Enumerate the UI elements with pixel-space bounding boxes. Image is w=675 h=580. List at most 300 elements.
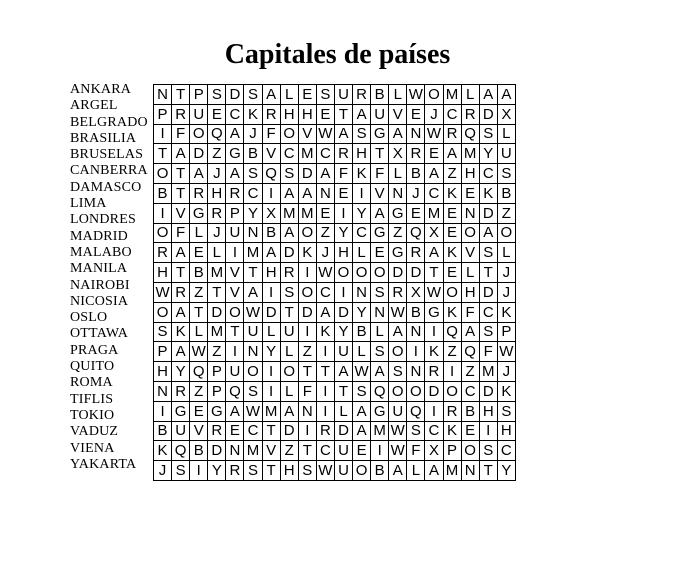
grid-cell[interactable]: Y (334, 223, 352, 243)
grid-cell[interactable]: T (190, 302, 208, 322)
grid-cell[interactable]: K (497, 381, 515, 401)
grid-cell[interactable]: W (318, 125, 333, 143)
grid-cell[interactable]: B (353, 322, 371, 342)
grid-cell[interactable]: I (316, 401, 334, 421)
grid-cell[interactable]: W (426, 125, 442, 143)
grid-cell[interactable]: C (316, 441, 334, 461)
grid-cell[interactable]: M (244, 441, 262, 461)
grid-cell[interactable]: L (497, 124, 515, 144)
grid-cell[interactable]: I (262, 381, 280, 401)
grid-cell[interactable]: S (172, 461, 190, 481)
grid-cell[interactable]: D (262, 302, 280, 322)
grid-cell[interactable]: W (390, 422, 405, 440)
grid-cell[interactable]: B (262, 223, 280, 243)
grid-cell[interactable]: G (226, 144, 244, 164)
grid-cell[interactable]: V (262, 441, 280, 461)
grid-cell[interactable]: E (334, 183, 352, 203)
grid-cell[interactable]: R (190, 183, 208, 203)
grid-cell[interactable]: D (298, 302, 316, 322)
grid-cell[interactable]: U (371, 104, 389, 124)
grid-cell[interactable]: Q (461, 342, 479, 362)
grid-cell[interactable]: Q (190, 362, 208, 382)
grid-cell[interactable]: I (190, 461, 208, 481)
grid-cell[interactable]: Q (407, 401, 425, 421)
grid-cell[interactable]: A (226, 124, 244, 144)
grid-cell[interactable]: C (461, 381, 479, 401)
grid-cell[interactable]: N (389, 183, 407, 203)
grid-cell[interactable]: I (334, 282, 352, 302)
grid-cell[interactable]: S (154, 322, 172, 342)
grid-cell[interactable]: L (389, 164, 407, 184)
grid-cell[interactable]: P (497, 322, 515, 342)
grid-cell[interactable]: E (316, 203, 334, 223)
grid-cell[interactable]: S (244, 461, 262, 481)
grid-cell[interactable]: O (280, 124, 298, 144)
grid-cell[interactable]: A (262, 85, 280, 105)
grid-cell[interactable]: R (334, 144, 352, 164)
grid-cell[interactable]: X (425, 441, 443, 461)
grid-cell[interactable]: I (479, 421, 497, 441)
letter-grid[interactable] (153, 84, 516, 481)
grid-cell[interactable]: I (262, 183, 280, 203)
grid-cell[interactable]: L (190, 322, 208, 342)
grid-cell[interactable]: L (353, 342, 371, 362)
grid-cell[interactable]: C (497, 441, 515, 461)
grid-cell[interactable]: A (334, 124, 352, 144)
grid-cell[interactable]: S (280, 282, 298, 302)
grid-cell[interactable]: M (280, 203, 298, 223)
grid-cell[interactable]: S (298, 461, 316, 481)
grid-cell[interactable]: Z (461, 362, 479, 382)
grid-cell[interactable]: O (425, 85, 443, 105)
grid-cell[interactable]: P (226, 203, 244, 223)
grid-cell[interactable]: A (316, 164, 334, 184)
grid-cell[interactable]: I (425, 401, 443, 421)
grid-cell[interactable]: T (226, 322, 244, 342)
grid-cell[interactable]: O (154, 223, 172, 243)
grid-cell[interactable]: T (172, 183, 190, 203)
grid-cell[interactable]: T (298, 362, 316, 382)
grid-cell[interactable]: Q (172, 441, 190, 461)
grid-cell[interactable]: T (172, 263, 190, 283)
grid-cell[interactable]: I (425, 322, 443, 342)
grid-cell[interactable]: E (443, 203, 461, 223)
grid-cell[interactable]: J (497, 362, 515, 382)
grid-cell[interactable]: T (208, 282, 226, 302)
grid-cell[interactable]: U (497, 144, 515, 164)
grid-cell[interactable]: A (226, 164, 244, 184)
grid-cell[interactable]: M (208, 263, 226, 283)
grid-cell[interactable]: A (461, 322, 479, 342)
grid-cell[interactable]: M (208, 322, 226, 342)
grid-cell[interactable]: F (461, 302, 479, 322)
grid-cell[interactable]: A (280, 401, 298, 421)
grid-cell[interactable]: D (479, 203, 497, 223)
grid-cell[interactable]: P (208, 362, 226, 382)
grid-cell[interactable]: O (461, 441, 479, 461)
grid-cell[interactable]: H (298, 104, 316, 124)
grid-cell[interactable]: M (371, 421, 389, 441)
grid-cell[interactable]: D (280, 243, 298, 263)
grid-cell[interactable]: S (389, 362, 407, 382)
grid-cell[interactable]: E (190, 401, 208, 421)
grid-cell[interactable]: L (280, 85, 298, 105)
grid-cell[interactable]: S (244, 381, 262, 401)
grid-cell[interactable]: O (298, 223, 316, 243)
grid-cell[interactable]: A (298, 183, 316, 203)
grid-cell[interactable]: T (244, 263, 262, 283)
grid-cell[interactable]: I (316, 342, 334, 362)
grid-cell[interactable]: L (461, 85, 479, 105)
grid-cell[interactable]: Z (443, 164, 461, 184)
grid-cell[interactable]: N (407, 124, 425, 144)
grid-cell[interactable]: R (208, 421, 226, 441)
grid-cell[interactable]: S (371, 342, 389, 362)
grid-cell[interactable]: B (190, 441, 208, 461)
grid-cell[interactable]: V (226, 263, 244, 283)
grid-cell[interactable]: R (407, 144, 425, 164)
grid-cell[interactable]: I (371, 441, 389, 461)
grid-cell[interactable]: O (244, 362, 262, 382)
grid-cell[interactable]: L (353, 243, 371, 263)
grid-cell[interactable]: C (316, 144, 334, 164)
grid-cell[interactable]: W (499, 343, 514, 361)
grid-cell[interactable]: L (334, 401, 352, 421)
grid-cell[interactable]: M (262, 401, 280, 421)
grid-cell[interactable]: L (407, 461, 425, 481)
grid-cell[interactable]: N (244, 342, 262, 362)
grid-cell[interactable]: R (262, 104, 280, 124)
grid-cell[interactable]: J (208, 164, 226, 184)
grid-cell[interactable]: I (298, 322, 316, 342)
grid-cell[interactable]: W (390, 303, 405, 321)
grid-cell[interactable]: I (154, 203, 172, 223)
grid-cell[interactable]: S (316, 85, 334, 105)
grid-cell[interactable]: Z (190, 381, 208, 401)
grid-cell[interactable]: W (390, 442, 405, 460)
grid-cell[interactable]: C (425, 421, 443, 441)
grid-cell[interactable]: R (407, 243, 425, 263)
grid-cell[interactable]: K (479, 183, 497, 203)
grid-cell[interactable]: Z (443, 342, 461, 362)
grid-cell[interactable]: G (172, 401, 190, 421)
grid-cell[interactable]: U (226, 362, 244, 382)
grid-cell[interactable]: R (389, 282, 407, 302)
grid-cell[interactable]: O (497, 223, 515, 243)
grid-cell[interactable]: U (334, 85, 352, 105)
grid-cell[interactable]: A (334, 362, 352, 382)
grid-cell[interactable]: Y (353, 302, 371, 322)
grid-cell[interactable]: B (371, 461, 389, 481)
grid-cell[interactable]: A (172, 342, 190, 362)
grid-cell[interactable]: O (353, 263, 371, 283)
grid-cell[interactable]: K (443, 421, 461, 441)
grid-cell[interactable]: K (443, 243, 461, 263)
grid-cell[interactable]: S (280, 164, 298, 184)
grid-cell[interactable]: V (226, 282, 244, 302)
grid-cell[interactable]: E (443, 223, 461, 243)
grid-cell[interactable]: Q (262, 164, 280, 184)
grid-cell[interactable]: H (497, 421, 515, 441)
grid-cell[interactable]: U (334, 441, 352, 461)
grid-cell[interactable]: B (407, 164, 425, 184)
grid-cell[interactable]: M (244, 243, 262, 263)
grid-cell[interactable]: O (443, 282, 461, 302)
grid-cell[interactable]: Q (226, 381, 244, 401)
grid-cell[interactable]: H (461, 282, 479, 302)
grid-cell[interactable]: R (226, 461, 244, 481)
grid-cell[interactable]: N (461, 203, 479, 223)
grid-cell[interactable]: R (316, 421, 334, 441)
grid-cell[interactable]: C (479, 302, 497, 322)
grid-cell[interactable]: E (316, 104, 334, 124)
grid-cell[interactable]: S (371, 282, 389, 302)
grid-cell[interactable]: O (154, 164, 172, 184)
grid-cell[interactable]: D (407, 263, 425, 283)
grid-cell[interactable]: A (389, 124, 407, 144)
grid-cell[interactable]: Z (190, 282, 208, 302)
grid-cell[interactable]: D (280, 421, 298, 441)
grid-cell[interactable]: R (208, 203, 226, 223)
grid-cell[interactable]: S (407, 421, 425, 441)
grid-cell[interactable]: D (190, 144, 208, 164)
grid-cell[interactable]: Z (208, 342, 226, 362)
grid-cell[interactable]: A (389, 322, 407, 342)
grid-cell[interactable]: N (407, 362, 425, 382)
grid-cell[interactable]: D (479, 104, 497, 124)
grid-cell[interactable]: I (154, 124, 172, 144)
grid-cell[interactable]: E (298, 85, 316, 105)
grid-cell[interactable]: C (353, 223, 371, 243)
grid-cell[interactable]: Y (334, 322, 352, 342)
grid-cell[interactable]: B (154, 421, 172, 441)
grid-cell[interactable]: A (316, 302, 334, 322)
grid-cell[interactable]: W (191, 343, 206, 361)
grid-cell[interactable]: S (479, 124, 497, 144)
grid-cell[interactable]: T (262, 421, 280, 441)
grid-cell[interactable]: B (190, 263, 208, 283)
grid-cell[interactable]: R (443, 401, 461, 421)
grid-cell[interactable]: T (479, 461, 497, 481)
grid-cell[interactable]: P (208, 381, 226, 401)
grid-cell[interactable]: A (425, 461, 443, 481)
grid-cell[interactable]: P (154, 342, 172, 362)
grid-cell[interactable]: R (154, 243, 172, 263)
grid-cell[interactable]: R (353, 85, 371, 105)
grid-cell[interactable]: E (425, 144, 443, 164)
grid-cell[interactable]: H (262, 263, 280, 283)
grid-cell[interactable]: H (154, 362, 172, 382)
grid-cell[interactable]: A (226, 401, 244, 421)
grid-cell[interactable]: X (407, 282, 425, 302)
grid-cell[interactable]: E (226, 421, 244, 441)
grid-cell[interactable]: J (154, 461, 172, 481)
grid-cell[interactable]: H (353, 144, 371, 164)
grid-cell[interactable]: K (443, 183, 461, 203)
grid-cell[interactable]: L (371, 322, 389, 342)
grid-cell[interactable]: I (298, 263, 316, 283)
grid-cell[interactable]: H (280, 104, 298, 124)
grid-cell[interactable]: U (226, 223, 244, 243)
grid-cell[interactable]: E (443, 263, 461, 283)
grid-cell[interactable]: W (318, 462, 333, 480)
grid-cell[interactable]: V (190, 421, 208, 441)
grid-cell[interactable]: A (244, 282, 262, 302)
grid-cell[interactable]: K (443, 302, 461, 322)
grid-cell[interactable]: Y (497, 461, 515, 481)
grid-cell[interactable]: E (461, 421, 479, 441)
grid-cell[interactable]: D (226, 85, 244, 105)
grid-cell[interactable]: W (245, 303, 261, 321)
grid-cell[interactable]: W (155, 283, 170, 301)
grid-cell[interactable]: S (479, 322, 497, 342)
grid-cell[interactable]: J (497, 263, 515, 283)
grid-cell[interactable]: D (334, 421, 352, 441)
grid-cell[interactable]: F (172, 223, 190, 243)
grid-cell[interactable]: L (208, 243, 226, 263)
grid-cell[interactable]: D (298, 164, 316, 184)
grid-cell[interactable]: U (244, 322, 262, 342)
grid-cell[interactable]: A (172, 243, 190, 263)
grid-cell[interactable]: Y (262, 342, 280, 362)
grid-cell[interactable]: W (408, 85, 423, 103)
grid-cell[interactable]: D (389, 263, 407, 283)
grid-cell[interactable]: V (262, 144, 280, 164)
grid-cell[interactable]: A (280, 223, 298, 243)
grid-cell[interactable]: H (154, 263, 172, 283)
grid-cell[interactable]: J (407, 183, 425, 203)
grid-cell[interactable]: J (497, 282, 515, 302)
grid-cell[interactable]: D (208, 441, 226, 461)
grid-cell[interactable]: T (334, 381, 352, 401)
grid-cell[interactable]: R (226, 183, 244, 203)
grid-cell[interactable]: I (226, 342, 244, 362)
grid-cell[interactable]: I (407, 342, 425, 362)
grid-cell[interactable]: I (262, 362, 280, 382)
grid-cell[interactable]: O (154, 302, 172, 322)
grid-cell[interactable]: U (190, 104, 208, 124)
grid-cell[interactable]: E (407, 104, 425, 124)
grid-cell[interactable]: H (280, 461, 298, 481)
grid-cell[interactable]: T (479, 263, 497, 283)
grid-cell[interactable]: S (244, 164, 262, 184)
grid-cell[interactable]: I (298, 421, 316, 441)
grid-cell[interactable]: L (280, 342, 298, 362)
grid-cell[interactable]: L (262, 322, 280, 342)
grid-cell[interactable]: D (334, 302, 352, 322)
grid-cell[interactable]: D (479, 381, 497, 401)
grid-cell[interactable]: S (353, 124, 371, 144)
grid-cell[interactable]: L (461, 263, 479, 283)
grid-cell[interactable]: C (244, 421, 262, 441)
grid-cell[interactable]: B (497, 183, 515, 203)
grid-cell[interactable]: K (172, 322, 190, 342)
grid-cell[interactable]: E (461, 183, 479, 203)
grid-cell[interactable]: S (497, 164, 515, 184)
grid-cell[interactable]: N (298, 401, 316, 421)
grid-cell[interactable]: G (190, 203, 208, 223)
grid-cell[interactable]: I (334, 203, 352, 223)
grid-cell[interactable]: C (226, 104, 244, 124)
grid-cell[interactable]: I (262, 282, 280, 302)
grid-cell[interactable]: E (353, 441, 371, 461)
grid-cell[interactable]: G (371, 124, 389, 144)
grid-cell[interactable]: W (354, 363, 369, 381)
grid-cell[interactable]: L (497, 243, 515, 263)
grid-cell[interactable]: N (154, 85, 172, 105)
grid-cell[interactable]: R (461, 104, 479, 124)
grid-cell[interactable]: M (443, 85, 461, 105)
grid-cell[interactable]: T (172, 85, 190, 105)
grid-cell[interactable]: A (425, 243, 443, 263)
grid-cell[interactable]: D (208, 302, 226, 322)
grid-cell[interactable]: N (353, 282, 371, 302)
grid-cell[interactable]: I (316, 381, 334, 401)
grid-cell[interactable]: O (280, 362, 298, 382)
grid-cell[interactable]: F (334, 164, 352, 184)
grid-cell[interactable]: C (443, 104, 461, 124)
grid-cell[interactable]: M (425, 203, 443, 223)
grid-cell[interactable]: H (479, 401, 497, 421)
grid-cell[interactable]: S (479, 441, 497, 461)
grid-cell[interactable]: F (479, 342, 497, 362)
grid-cell[interactable]: A (479, 223, 497, 243)
grid-cell[interactable]: M (443, 461, 461, 481)
grid-cell[interactable]: O (389, 342, 407, 362)
grid-cell[interactable]: H (208, 183, 226, 203)
grid-cell[interactable]: F (407, 441, 425, 461)
grid-cell[interactable]: F (262, 124, 280, 144)
grid-cell[interactable]: O (461, 223, 479, 243)
grid-cell[interactable]: V (371, 183, 389, 203)
grid-cell[interactable]: L (190, 223, 208, 243)
grid-cell[interactable]: N (244, 223, 262, 243)
grid-cell[interactable]: A (280, 183, 298, 203)
grid-cell[interactable]: U (334, 342, 352, 362)
grid-cell[interactable]: T (154, 144, 172, 164)
grid-cell[interactable]: I (443, 362, 461, 382)
grid-cell[interactable]: P (190, 85, 208, 105)
grid-cell[interactable]: B (371, 85, 389, 105)
grid-cell[interactable]: B (244, 144, 262, 164)
grid-cell[interactable]: Y (172, 362, 190, 382)
grid-cell[interactable]: N (461, 461, 479, 481)
grid-cell[interactable]: B (154, 183, 172, 203)
grid-cell[interactable]: V (461, 243, 479, 263)
grid-cell[interactable]: M (298, 144, 316, 164)
grid-cell[interactable]: T (280, 302, 298, 322)
grid-cell[interactable]: Z (316, 223, 334, 243)
grid-cell[interactable]: T (334, 104, 352, 124)
grid-cell[interactable]: K (154, 441, 172, 461)
grid-cell[interactable]: S (497, 401, 515, 421)
grid-cell[interactable]: G (208, 401, 226, 421)
grid-cell[interactable]: B (461, 401, 479, 421)
grid-cell[interactable]: H (334, 243, 352, 263)
grid-cell[interactable]: R (425, 362, 443, 382)
grid-cell[interactable]: S (479, 243, 497, 263)
grid-cell[interactable]: C (280, 144, 298, 164)
grid-cell[interactable]: A (353, 421, 371, 441)
grid-cell[interactable]: K (244, 104, 262, 124)
grid-cell[interactable]: R (443, 124, 461, 144)
grid-cell[interactable]: E (190, 243, 208, 263)
grid-cell[interactable]: C (244, 183, 262, 203)
grid-cell[interactable]: E (208, 104, 226, 124)
grid-cell[interactable]: U (389, 401, 407, 421)
grid-cell[interactable]: T (316, 362, 334, 382)
grid-cell[interactable]: A (172, 302, 190, 322)
